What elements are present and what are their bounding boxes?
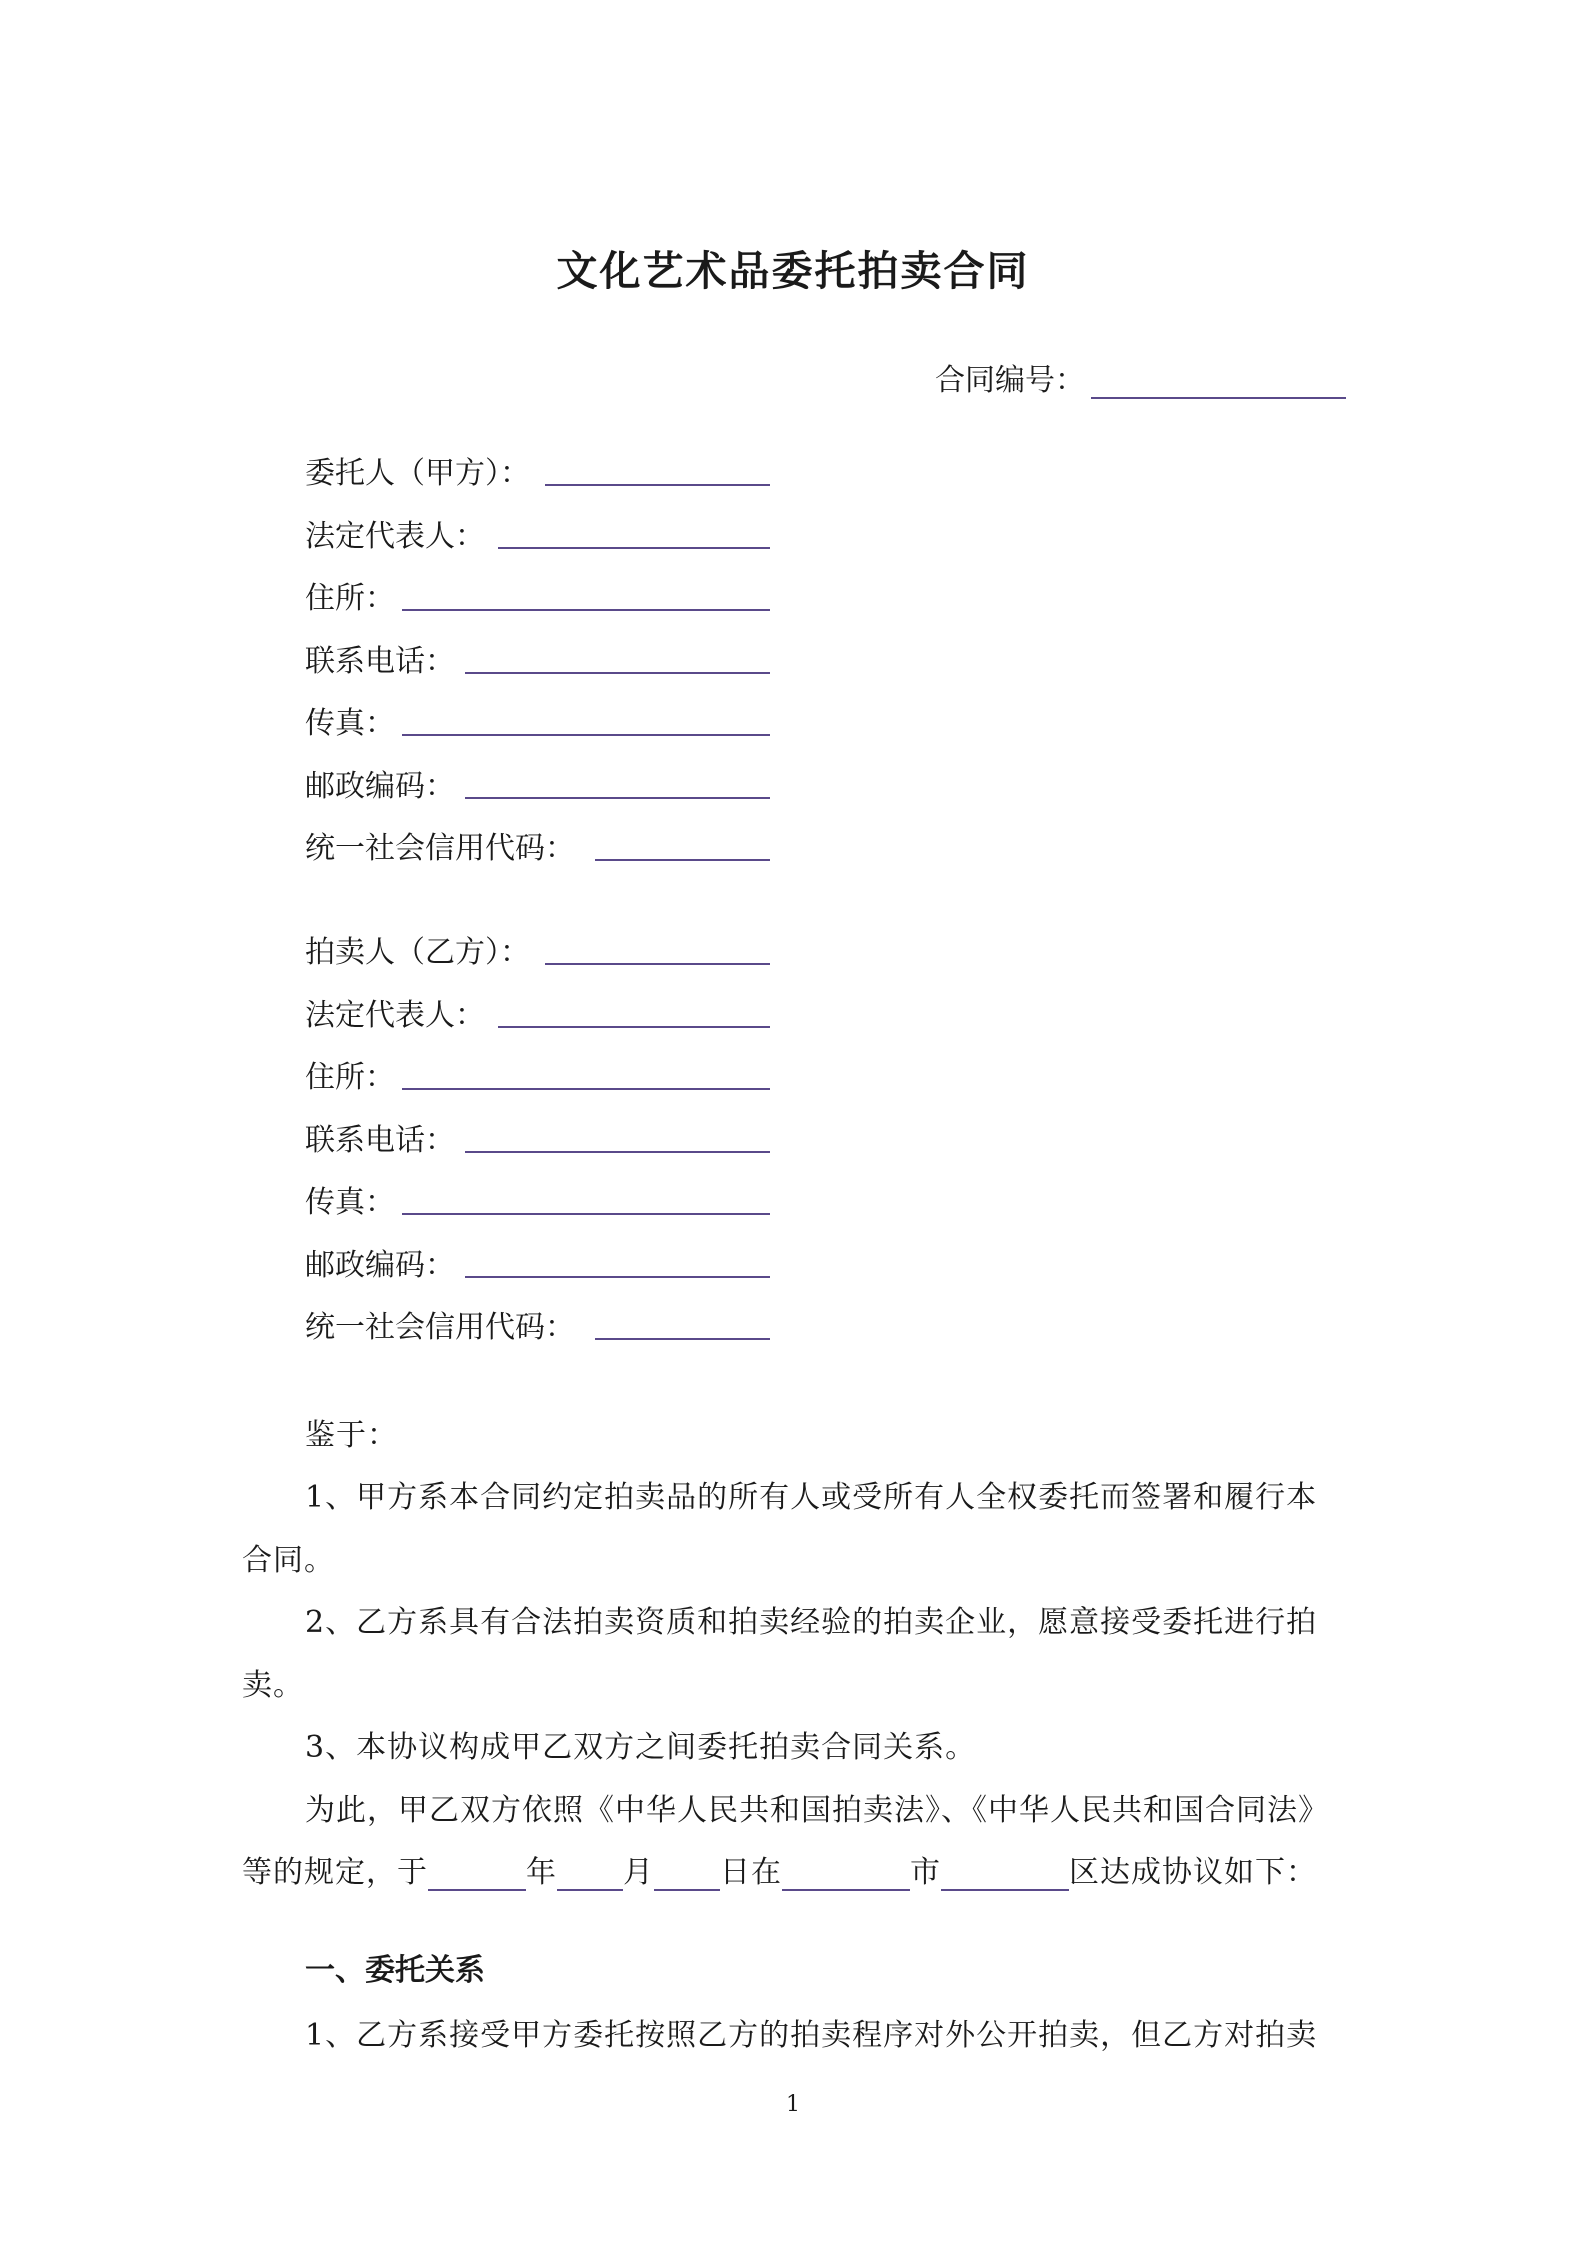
party-a-principal	[305, 448, 530, 491]
recital-3: 3、本协议构成甲乙双方之间委托拍卖合同关系。	[305, 1730, 977, 1765]
party-b-credit-code	[305, 1302, 575, 1345]
field-blank[interactable]	[498, 1026, 770, 1028]
field-blank[interactable]	[402, 1088, 770, 1090]
field-label: 邮政编码：	[305, 769, 455, 804]
field-blank[interactable]	[465, 797, 770, 799]
basis-month: 月	[623, 1855, 654, 1890]
party-a-address	[305, 573, 395, 616]
field-label: 住所：	[305, 581, 395, 616]
field-blank[interactable]	[465, 1276, 770, 1278]
field-label: 委托人（甲方）：	[305, 456, 530, 491]
basis-suffix: 区达成协议如下：	[1069, 1855, 1317, 1890]
field-label: 法定代表人：	[305, 519, 485, 554]
party-a-phone	[305, 636, 455, 679]
field-label: 拍卖人（乙方）：	[305, 935, 530, 970]
field-label: 统一社会信用代码：	[305, 831, 575, 866]
field-label: 邮政编码：	[305, 1248, 455, 1283]
party-b-legal-rep	[305, 990, 485, 1033]
field-blank[interactable]	[465, 672, 770, 674]
page-number: 1	[786, 2092, 800, 2117]
party-a-credit-code	[305, 823, 575, 866]
field-label: 传真：	[305, 706, 395, 741]
party-a-fax	[305, 698, 395, 741]
field-label: 住所：	[305, 1060, 395, 1095]
day-blank[interactable]	[654, 1859, 720, 1891]
field-blank[interactable]	[402, 734, 770, 736]
page-title: 文化艺术品委托拍卖合同	[556, 247, 1030, 295]
recital-2-line-2: 卖。	[242, 1668, 304, 1703]
field-blank[interactable]	[545, 484, 770, 486]
basis-prefix: 等的规定，于	[242, 1855, 428, 1890]
basis-line-2	[242, 1847, 1317, 1891]
basis-city: 市	[910, 1855, 941, 1890]
party-b-auctioneer	[305, 927, 530, 970]
month-blank[interactable]	[557, 1859, 623, 1891]
field-blank[interactable]	[402, 1213, 770, 1215]
party-b-address	[305, 1052, 395, 1095]
field-label: 联系电话：	[305, 644, 455, 679]
city-blank[interactable]	[782, 1859, 910, 1891]
contract-number-blank[interactable]	[1091, 367, 1346, 399]
field-blank[interactable]	[595, 859, 770, 861]
field-blank[interactable]	[465, 1151, 770, 1153]
year-blank[interactable]	[428, 1859, 526, 1891]
section-1-heading: 一、委托关系	[305, 1953, 485, 1988]
field-label: 联系电话：	[305, 1123, 455, 1158]
recitals-heading: 鉴于：	[305, 1418, 398, 1453]
basis-day: 日在	[720, 1855, 782, 1890]
recital-1-line-1: 1、甲方系本合同约定拍卖品的所有人或受所有人全权委托而签署和履行本	[305, 1480, 1318, 1515]
party-b-phone	[305, 1115, 455, 1158]
recital-1-line-2: 合同。	[242, 1543, 335, 1578]
party-a-legal-rep	[305, 511, 485, 554]
basis-year: 年	[526, 1855, 557, 1890]
party-b-postcode	[305, 1240, 455, 1283]
party-a-postcode	[305, 761, 455, 804]
field-label: 统一社会信用代码：	[305, 1310, 575, 1345]
field-blank[interactable]	[595, 1338, 770, 1340]
contract-number-label: 合同编号：	[935, 363, 1085, 398]
basis-line-1: 为此，甲乙双方依照《中华人民共和国拍卖法》、《中华人民共和国合同法》	[305, 1793, 1329, 1828]
recital-2-line-1: 2、乙方系具有合法拍卖资质和拍卖经验的拍卖企业，愿意接受委托进行拍	[305, 1605, 1318, 1640]
section-1-clause-1: 1、乙方系接受甲方委托按照乙方的拍卖程序对外公开拍卖，但乙方对拍卖	[305, 2018, 1318, 2053]
field-blank[interactable]	[545, 963, 770, 965]
field-blank[interactable]	[402, 609, 770, 611]
contract-number	[935, 355, 1346, 399]
district-blank[interactable]	[941, 1859, 1069, 1891]
party-b-fax	[305, 1177, 395, 1220]
field-label: 法定代表人：	[305, 998, 485, 1033]
field-label: 传真：	[305, 1185, 395, 1220]
field-blank[interactable]	[498, 547, 770, 549]
